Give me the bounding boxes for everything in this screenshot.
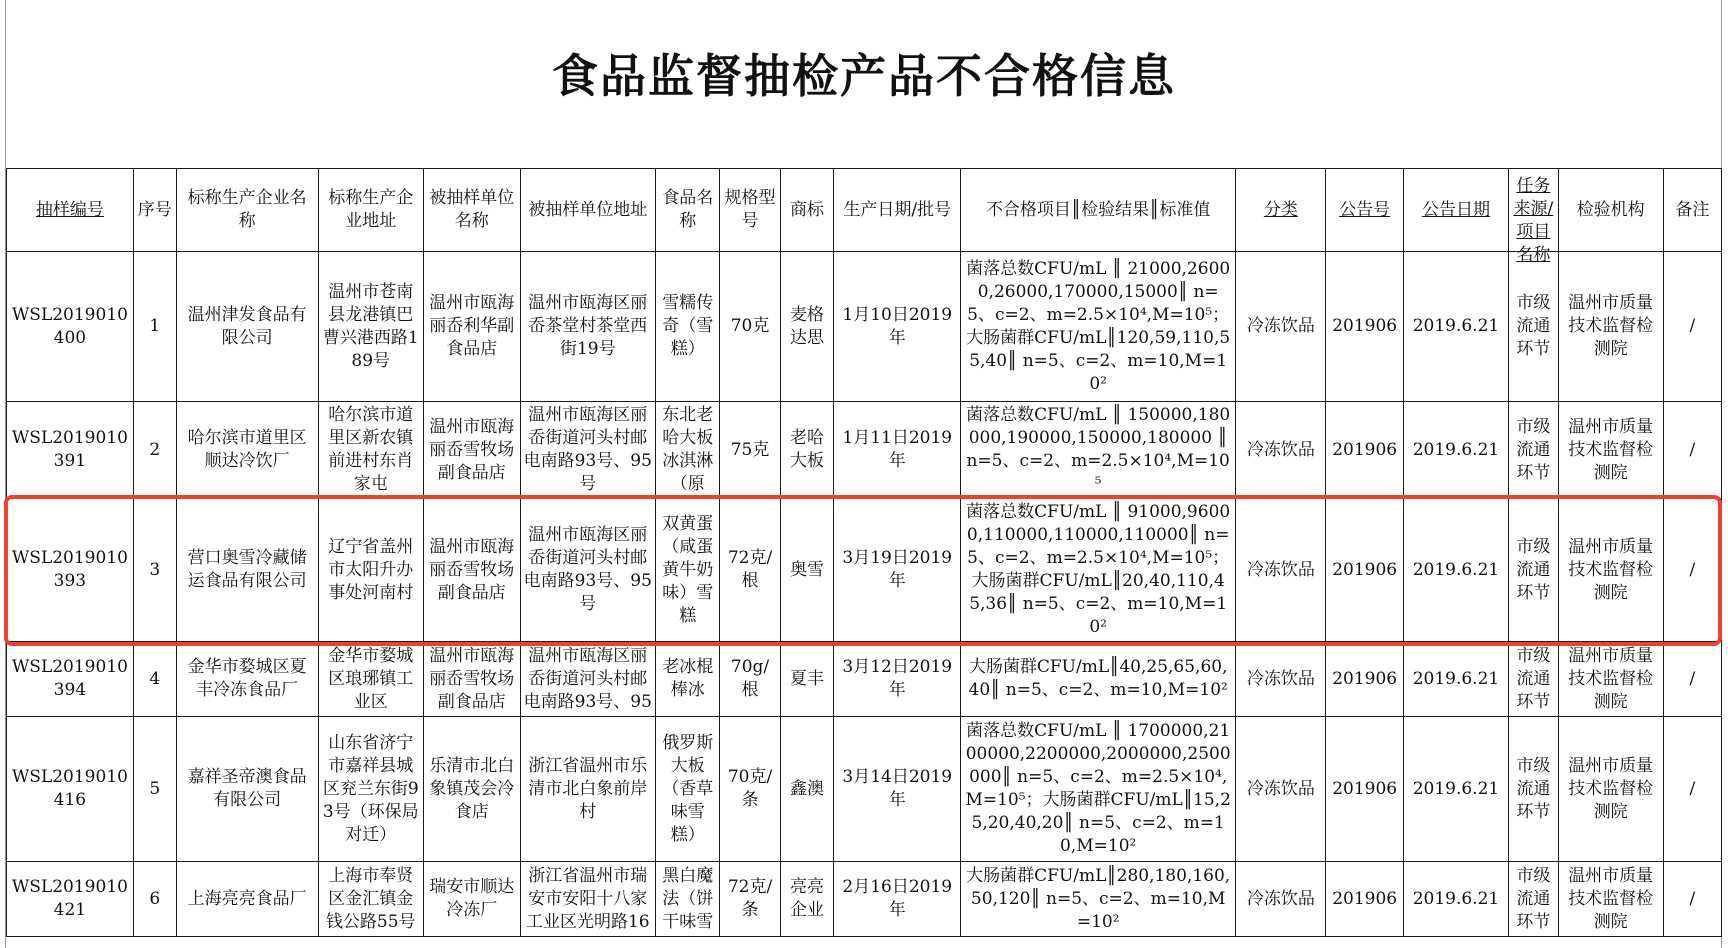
header-cell: 食品名称 [655,169,719,252]
category-cell: 冷冻饮品 [1236,252,1326,402]
spec-cell: 70克 [720,252,780,402]
food-name-cell: 双黄蛋（咸蛋黄牛奶味）雪糕 [655,499,719,642]
table-row [7,499,1722,642]
header-cell: 被抽样单位名称 [423,169,520,252]
notice-no-cell: 201906 [1326,499,1403,642]
producer-address-cell: 温州市苍南县龙港镇巴曹兴港西路189号 [318,252,423,402]
remark-cell: / [1663,402,1721,499]
sample-no-cell: WSL2019010400 [7,252,134,402]
task-source-cell: 市级流通环节 [1509,717,1558,862]
task-source-cell: 市级流通环节 [1509,642,1558,717]
remark-cell: / [1663,642,1721,717]
notice-date-cell: 2019.6.21 [1403,499,1508,642]
producer-cell: 金华市婺城区夏丰冷冻食品厂 [176,642,318,717]
table-row [7,642,1722,717]
header-cell: 序号 [133,169,176,252]
producer-cell: 上海亮亮食品厂 [176,862,318,937]
notice-no-cell: 201906 [1326,642,1403,717]
brand-cell: 夏丰 [780,642,834,717]
header-cell: 抽样编号 [7,169,134,252]
task-source-cell: 市级流通环节 [1509,252,1558,402]
sample-no-cell: WSL2019010393 [7,499,134,642]
production-date-cell: 1月11日2019年 [834,402,961,499]
notice-date-cell: 2019.6.21 [1403,642,1508,717]
notice-no-cell: 201906 [1326,862,1403,937]
lab-cell: 温州市质量技术监督检测院 [1558,642,1663,717]
category-cell: 冷冻饮品 [1236,862,1326,937]
category-cell: 冷冻饮品 [1236,642,1326,717]
producer-address-cell: 辽宁省盖州市太阳升办事处河南村 [318,499,423,642]
task-source-cell: 市级流通环节 [1509,499,1558,642]
production-date-cell: 2月16日2019年 [834,862,961,937]
seq-cell: 2 [133,402,176,499]
brand-cell: 亮亮企业 [780,862,834,937]
notice-date-cell: 2019.6.21 [1403,862,1508,937]
lab-cell: 温州市质量技术监督检测院 [1558,717,1663,862]
header-cell: 标称生产企业名称 [176,169,318,252]
sample-no-cell: WSL2019010391 [7,402,134,499]
spec-cell: 70g/根 [720,642,780,717]
sampled-unit-cell: 温州市瓯海丽岙雪牧场副食品店 [423,402,520,499]
header-cell: 检验机构 [1558,169,1663,252]
sampled-address-cell: 温州市瓯海区丽岙街道河头村邮电南路93号、95号 [520,402,655,499]
production-date-cell: 1月10日2019年 [834,252,961,402]
table-row [7,402,1722,499]
producer-cell: 温州津发食品有限公司 [176,252,318,402]
header-cell: 不合格项目║检验结果║标准值 [961,169,1236,252]
producer-address-cell: 山东省济宁市嘉祥县城区兖兰东街93号（环保局对迁） [318,717,423,862]
header-cell: 标称生产企业地址 [318,169,423,252]
sampled-address-cell: 温州市瓯海区丽岙茶堂村茶堂西街19号 [520,252,655,402]
table-row [7,862,1722,937]
sampled-unit-cell: 乐清市北白象镇茂会冷食店 [423,717,520,862]
sample-no-cell: WSL2019010421 [7,862,134,937]
seq-cell: 4 [133,642,176,717]
seq-cell: 1 [133,252,176,402]
spec-cell: 72克/根 [720,499,780,642]
task-source-cell: 市级流通环节 [1509,862,1558,937]
remark-cell: / [1663,717,1721,862]
food-name-cell: 雪糯传奇（雪糕） [655,252,719,402]
sampled-unit-cell: 温州市瓯海丽岙雪牧场副食品店 [423,499,520,642]
lab-cell: 温州市质量技术监督检测院 [1558,499,1663,642]
brand-cell: 鑫澳 [780,717,834,862]
remark-cell: / [1663,499,1721,642]
production-date-cell: 3月14日2019年 [834,717,961,862]
failed-items-cell: 大肠菌群CFU/mL║40,25,65,60,40║ n=5、c=2、m=10,M=10² [961,642,1236,717]
producer-cell: 营口奥雪冷藏储运食品有限公司 [176,499,318,642]
page-title: 食品监督抽检产品不合格信息 [552,49,1176,103]
food-name-cell: 俄罗斯大板（香草味雪糕） [655,717,719,862]
sample-no-cell: WSL2019010394 [7,642,134,717]
spec-cell: 70克/条 [720,717,780,862]
lab-cell: 温州市质量技术监督检测院 [1558,252,1663,402]
notice-date-cell: 2019.6.21 [1403,402,1508,499]
header-cell: 生产日期/批号 [834,169,961,252]
notice-no-cell: 201906 [1326,402,1403,499]
lab-cell: 温州市质量技术监督检测院 [1558,402,1663,499]
brand-cell: 奥雪 [780,499,834,642]
failed-items-cell: 大肠菌群CFU/mL║280,180,160,50,120║ n=5、c=2、m=10,M=10² [961,862,1236,937]
header-cell: 公告号 [1326,169,1403,252]
production-date-cell: 3月12日2019年 [834,642,961,717]
header-cell: 任务来源/项目名称 [1509,169,1558,252]
sampled-address-cell: 浙江省温州市瑞安市安阳十八家工业区光明路16 [520,862,655,937]
seq-cell: 6 [133,862,176,937]
sampled-address-cell: 温州市瓯海区丽岙街道河头村邮电南路93号、95号 [520,499,655,642]
notice-date-cell: 2019.6.21 [1403,717,1508,862]
producer-cell: 嘉祥圣帝澳食品有限公司 [176,717,318,862]
header-cell: 规格型号 [720,169,780,252]
table-header-row [7,169,1722,252]
spec-cell: 72克/条 [720,862,780,937]
failed-items-cell: 菌落总数CFU/mL ║ 1700000,2100000,2200000,2000000,2500000║ n=5、c=2、m=2.5×10⁴,M=10⁵；大肠菌群CFU/mL║15,25,20,40,20║ n=5、c=2、m=10,M=10² [961,717,1236,862]
sampled-unit-cell: 瑞安市顺达冷冻厂 [423,862,520,937]
sampled-unit-cell: 温州市瓯海丽岙雪牧场副食品店 [423,642,520,717]
category-cell: 冷冻饮品 [1236,717,1326,862]
header-cell: 备注 [1663,169,1721,252]
brand-cell: 麦格达思 [780,252,834,402]
category-cell: 冷冻饮品 [1236,402,1326,499]
failed-items-cell: 菌落总数CFU/mL ║ 91000,96000,110000,110000,110000║ n=5、c=2、m=2.5×10⁴,M=10⁵；大肠菌群CFU/mL║20,40,110,45,36║ n=5、c=2、m=10,M=10² [961,499,1236,642]
notice-no-cell: 201906 [1326,717,1403,862]
failed-items-cell: 菌落总数CFU/mL ║ 150000,180000,190000,150000,180000 ║ n=5、c=2、m=2.5×10⁴,M=10⁵ [961,402,1236,499]
sampled-address-cell: 浙江省温州市乐清市北白象前岸村 [520,717,655,862]
brand-cell: 老哈大板 [780,402,834,499]
sample-no-cell: WSL2019010416 [7,717,134,862]
producer-address-cell: 哈尔滨市道里区新农镇前进村东肖家屯 [318,402,423,499]
header-cell: 被抽样单位地址 [520,169,655,252]
table-row [7,252,1722,402]
food-name-cell: 东北老哈大板冰淇淋（原 [655,402,719,499]
failed-items-cell: 菌落总数CFU/mL ║ 21000,26000,26000,170000,15000║ n=5、c=2、m=2.5×10⁴,M=10⁵；大肠菌群CFU/mL║120,59,110,55,40║ n=5、c=2、m=10,M=10² [961,252,1236,402]
task-source-cell: 市级流通环节 [1509,402,1558,499]
header-cell: 商标 [780,169,834,252]
sampled-unit-cell: 温州市瓯海丽岙利华副食品店 [423,252,520,402]
producer-cell: 哈尔滨市道里区顺达冷饮厂 [176,402,318,499]
table-row [7,717,1722,862]
sampled-address-cell: 温州市瓯海区丽岙街道河头村邮电南路93号、95 [520,642,655,717]
notice-date-cell: 2019.6.21 [1403,252,1508,402]
lab-cell: 温州市质量技术监督检测院 [1558,862,1663,937]
production-date-cell: 3月19日2019年 [834,499,961,642]
producer-address-cell: 上海市奉贤区金汇镇金钱公路55号 [318,862,423,937]
results-table [6,168,1722,937]
remark-cell: / [1663,862,1721,937]
remark-cell: / [1663,252,1721,402]
header-cell: 分类 [1236,169,1326,252]
seq-cell: 5 [133,717,176,862]
food-name-cell: 老冰棍棒冰 [655,642,719,717]
spec-cell: 75克 [720,402,780,499]
food-name-cell: 黑白魔法（饼干味雪 [655,862,719,937]
seq-cell: 3 [133,499,176,642]
header-cell: 公告日期 [1403,169,1508,252]
notice-no-cell: 201906 [1326,252,1403,402]
producer-address-cell: 金华市婺城区琅琊镇工业区 [318,642,423,717]
category-cell: 冷冻饮品 [1236,499,1326,642]
